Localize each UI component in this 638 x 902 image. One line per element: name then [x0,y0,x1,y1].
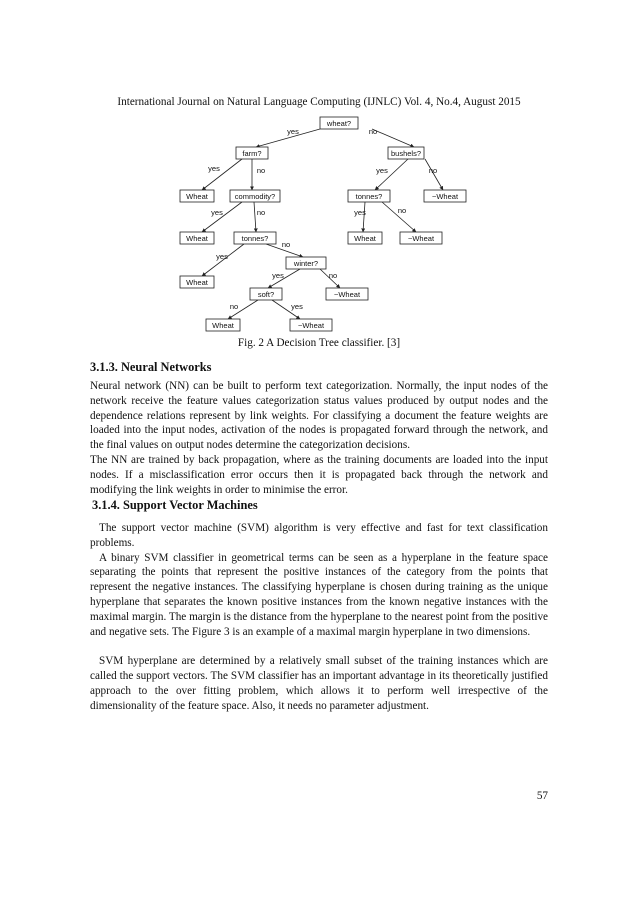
edge-comm-tonnes [254,202,256,232]
node-label-winter: winter? [293,259,319,268]
node-label-bushels: bushels? [390,149,422,158]
page-number: 57 [536,790,548,802]
section-body-neural-networks [90,379,548,497]
edge-tonr-wheat [363,202,365,232]
section-heading-neural-networks: 3.1.3. Neural Networks [90,360,212,374]
node-label-root: wheat? [326,119,352,128]
paragraph: SVM hyperplane are determined by a relatively small subset of the training instances which are called the support vectors. The SVM classifier has an important advantage in its theoretically justified approach to the over fitting problem, which allows it to perform well irrespective of the dimensionality of the feature space. Also, it needs no parameter adjustment. [90,655,548,712]
section-body-svm [90,521,548,713]
node-label-w2: Wheat [186,234,208,243]
edge-label-bushels-yes: yes [376,166,388,175]
node-label-tonnes-l: tonnes? [241,234,269,243]
figure-caption: Fig. 2 A Decision Tree classifier. [3] [237,337,401,349]
tree-nodes [180,117,466,331]
paragraph: A binary SVM classifier in geometrical terms can be seen as a hyperplane in the feature space separating the points that represent the positive instances of the category from the points that represent the negative instances. The classifying hyperplane is chosen during training as the unique hyperplane that separates the known positive instances from the known negative instances with the maximal margin. The margin is the distance from the hyperplane to the nearest point from the positive and negative sets. The Figure 3 is an example of a maximal margin hyperplane in two dimensions. [90,551,548,638]
journal-header: International Journal on Natural Language Computing (IJNLC) Vol. 4, No.4, August 2015 [117,96,521,108]
edge-label-tonr-no: no [397,206,407,215]
edge-label-farm-yes: yes [208,164,220,173]
edge-label-farm-no: no [256,166,266,175]
edge-label-soft-no: no [229,302,239,311]
node-label-nw2: ~Wheat [333,290,361,299]
decision-tree-figure [160,112,500,334]
paragraph: The support vector machine (SVM) algorithm is very effective and fast for text classification problems. [90,522,548,549]
edge-root-bushels [372,129,414,147]
node-label-soft: soft? [257,290,275,299]
node-label-commodity: commodity? [234,192,276,201]
node-label-nw-r: ~Wheat [407,234,435,243]
edge-label-tonr-yes: yes [354,208,366,217]
edge-label-root-yes: yes [287,127,299,136]
edge-label-bushels-no: no [428,166,438,175]
edge-label-winter-no: no [328,271,338,280]
edge-label-root-no: no [368,127,378,136]
node-label-w1: Wheat [186,192,208,201]
edge-label-soft-yes: yes [291,302,303,311]
edge-label-winter-yes: yes [272,271,284,280]
node-label-w3: Wheat [186,278,208,287]
node-label-w-r: Wheat [354,234,376,243]
node-label-nw3: ~Wheat [297,321,325,330]
node-label-w4: Wheat [212,321,234,330]
edge-label-tonl-no: no [281,240,291,249]
edge-label-comm-yes: yes [211,208,223,217]
node-label-farm: farm? [242,149,262,158]
edge-label-comm-no: no [256,208,266,217]
node-label-nw1: ~Wheat [431,192,459,201]
paragraph: Neural network (NN) can be built to perform text categorization. Normally, the input nodes of the network receive the feature values categorization status values produced by output nodes and the dependence relations represent by link weights. For classifying a document the feature weights are loaded into the input nodes, activation of the nodes is propagated forward through the network, and the final values on output nodes determine the categorization decisions. [90,380,548,452]
edge-label-tonl-yes: yes [216,252,228,261]
section-heading-svm: 3.1.4. Support Vector Machines [92,498,258,512]
edge-comm-w2 [202,202,242,232]
node-label-tonnes-r: tonnes? [355,192,383,201]
paragraph: The NN are trained by back propagation, where as the training documents are loaded into the input nodes. If a misclassification error occurs then it is propagated back through the network and modifying the link weights in order to minimise the error. [90,453,548,496]
